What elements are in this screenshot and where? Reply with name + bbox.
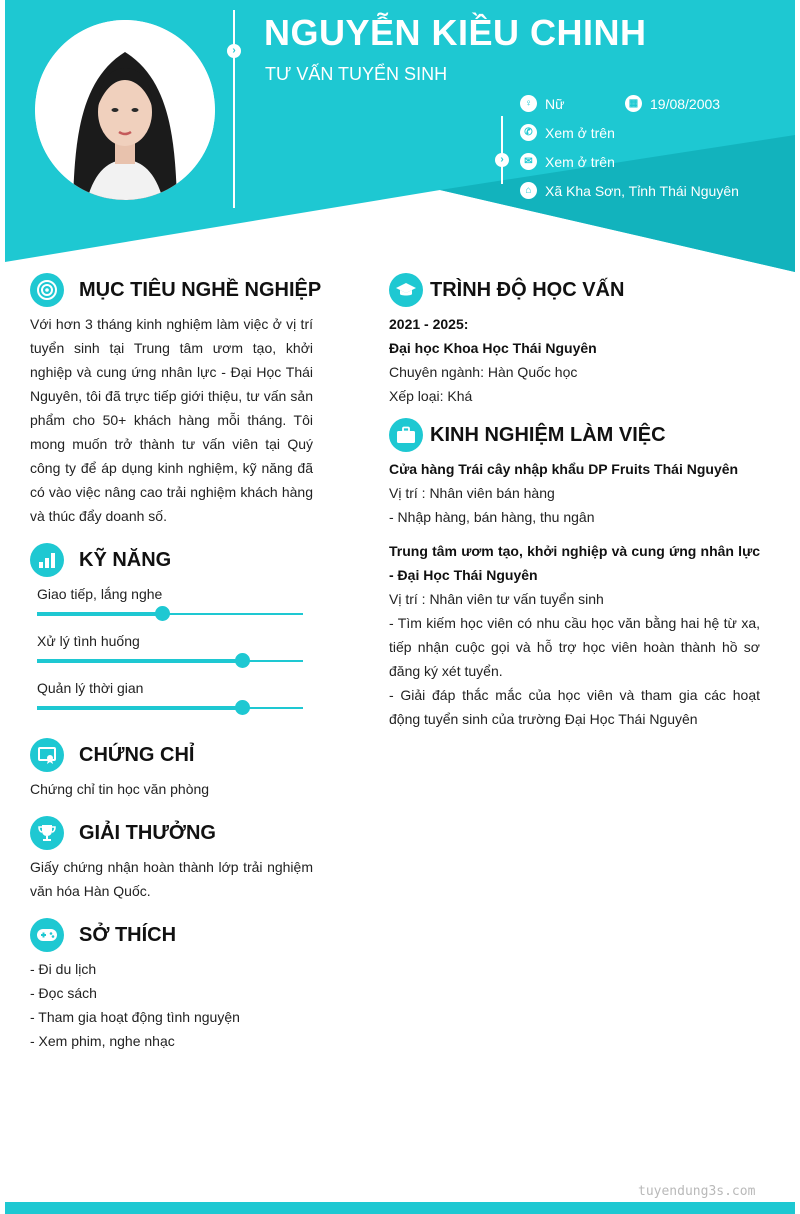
job-company: Cửa hàng Trái cây nhập khẩu DP Fruits Thái Nguyên [389,461,739,477]
skills-heading [30,543,171,577]
trophy-icon [30,816,64,850]
education-major: Chuyên ngành: Hàn Quốc học [389,364,578,380]
objective-heading [30,273,321,307]
job-position: Vị trí : Nhân viên tư vấn tuyển sinh [389,591,604,607]
job-position: Vị trí : Nhân viên bán hàng [389,485,555,501]
skill-knob [235,653,250,668]
gamepad-icon [30,918,64,952]
certificates-text: Chứng chỉ tin học văn phòng [30,781,210,797]
list-item: - Đọc sách [30,985,97,1001]
hobbies-title: SỞ THÍCH [79,923,177,946]
certificates-title: CHỨNG CHỈ [79,743,195,766]
watermark: tuyendung3s.com [638,1184,756,1199]
education-grade: Xếp loại: Khá [389,388,473,404]
avatar [35,20,215,200]
list-item: - Tham gia hoạt động tình nguyện [30,1009,240,1025]
home-icon: ⌂ [520,182,537,199]
skill-label: Quản lý thời gian [37,680,144,696]
header-divider [233,10,235,208]
list-item: - Xem phim, nghe nhạc [30,1033,175,1049]
phone-info [520,124,615,141]
skill-knob [155,606,170,621]
skill-fill [37,706,242,710]
experience-title: KINH NGHIỆM LÀM VIỆC [430,423,666,446]
education-title: TRÌNH ĐỘ HỌC VẤN [430,278,625,301]
address-value: Xã Kha Sơn, Tỉnh Thái Nguyên [545,182,739,199]
list-item: - Đi du lịch [30,961,97,977]
email-value: Xem ở trên [545,153,615,170]
contact-divider [501,116,503,184]
skill-label: Xử lý tình huống [37,633,140,649]
email-icon: ✉ [520,153,537,170]
footer-bar [5,1202,795,1214]
portrait-image [35,20,215,200]
chevron-right-icon: › [227,44,241,58]
job-duty: - Tìm kiếm học viên có nhu cầu học văn bằng hai hệ từ xa, tiếp nhận cuộc gọi và hỗ trợ học viên hoàn thành hồ sơ đăng ký xét tuyển. [389,615,760,679]
candidate-role: TƯ VẤN TUYỂN SINH [265,64,448,84]
skill-label: Giao tiếp, lắng nghe [37,586,163,602]
awards-heading [30,816,216,850]
candidate-name: NGUYỄN KIỀU CHINH [264,12,647,53]
skill-bar [37,613,303,615]
awards-text: Giấy chứng nhận hoàn thành lớp trải nghiệm văn hóa Hàn Quốc. [30,859,313,899]
job-entry [389,457,760,529]
briefcase-icon [389,418,423,452]
objective-text: Với hơn 3 tháng kinh nghiệm làm việc ở vị trí tuyển sinh tại Trung tâm ươm tạo, khởi nghiệp và cung ứng nhân lực - Đại Học Thái Nguyên, tôi đã trực tiếp giới thiệu, tư vấn sản phẩm cho 50+ khách hàng mỗi tháng. Tôi mong muốn trở thành tư vấn viên tại Quý công ty để áp dụng kinh nghiệm, kỹ năng đã có vào việc nâng cao trải nghiệm khách hàng và thúc đẩy doanh số. [30,316,313,524]
bar-chart-icon [30,543,64,577]
education-period: 2021 - 2025: [389,316,469,332]
chevron-right-icon: › [495,153,509,167]
phone-icon: ✆ [520,124,537,141]
awards-title: GIẢI THƯỞNG [79,821,216,844]
skill-fill [37,659,242,663]
certificates-heading [30,738,194,772]
skill-knob [235,700,250,715]
birthdate-value: 19/08/2003 [650,95,721,112]
graduation-cap-icon [389,273,423,307]
gender-info [520,95,564,112]
skill-fill [37,612,162,616]
address-info [520,182,739,199]
education-heading [389,273,624,307]
gender-value: Nữ [545,95,565,112]
job-entry [389,539,760,731]
phone-value: Xem ở trên [545,124,615,141]
skill-bar [37,707,303,709]
job-company: Trung tâm ươm tạo, khởi nghiệp và cung ứng nhân lực - Đại Học Thái Nguyên [389,543,760,583]
gender-icon: ♀ [520,95,537,112]
job-duty: - Giải đáp thắc mắc của học viên và tham gia các hoạt động tuyển sinh của trường Đại Học Thái Nguyên [389,687,760,727]
certificate-icon [30,738,64,772]
hobbies-heading [30,918,176,952]
birthdate-info [625,95,720,112]
education-details [389,312,760,408]
email-info [520,153,615,170]
education-school: Đại học Khoa Học Thái Nguyên [389,340,597,356]
calendar-icon: ▦ [625,95,642,112]
objective-title: MỤC TIÊU NGHỀ NGHIỆP [79,278,322,301]
skills-title: KỸ NĂNG [79,548,172,571]
hobbies-list [30,957,313,1053]
skill-bar [37,660,303,662]
job-duty: - Nhập hàng, bán hàng, thu ngân [389,509,595,525]
target-icon [30,273,64,307]
experience-heading [389,418,666,452]
